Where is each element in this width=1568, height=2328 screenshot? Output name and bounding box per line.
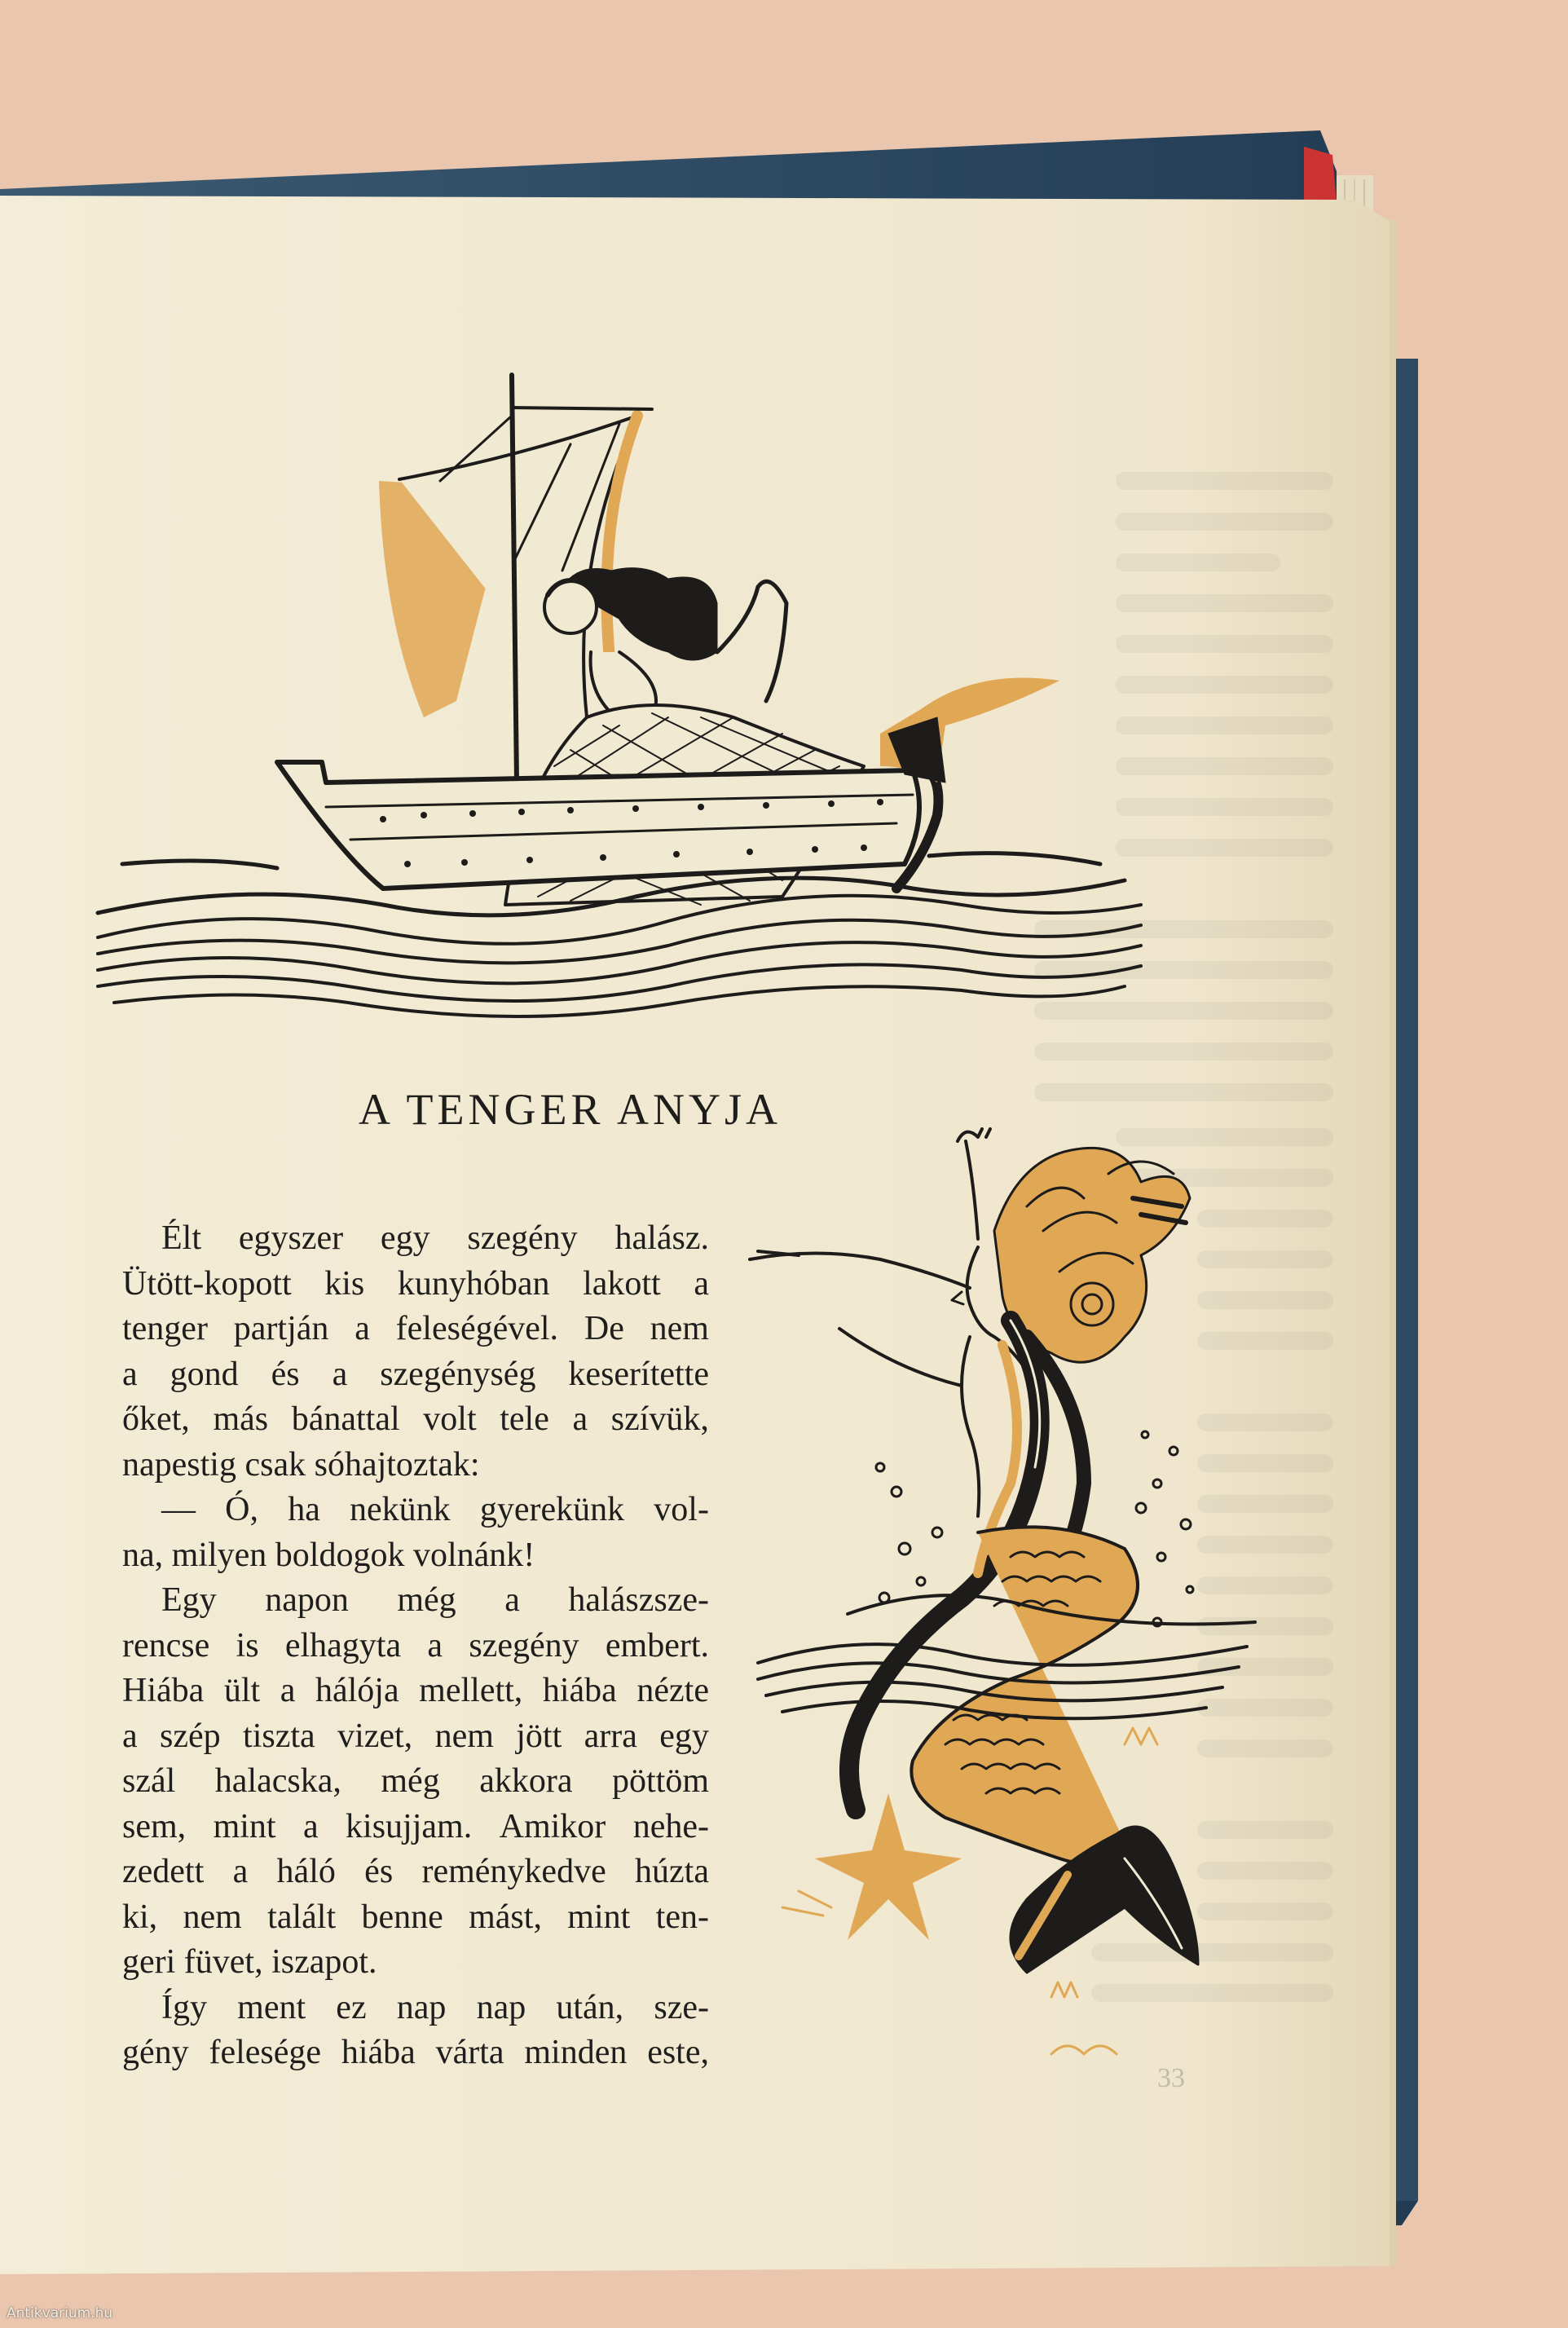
body-line: ki, nem talált benne mást, mint ten- <box>122 1898 709 1936</box>
body-line: Egy napon még a halászsze- <box>161 1581 709 1619</box>
body-line: zedett a háló és reménykedve húzta <box>122 1853 709 1890</box>
body-line: — Ó, ha nekünk gyerekünk vol- <box>161 1491 709 1528</box>
body-line: sem, mint a kisujjam. Amikor nehe- <box>122 1807 709 1845</box>
body-line: a szép tiszta vizet, nem jött arra egy <box>122 1717 709 1755</box>
body-line: őket, más bánattal volt tele a szívük, <box>122 1400 709 1438</box>
body-line: na, milyen boldogok volnánk! <box>122 1536 535 1574</box>
body-line: Így ment ez nap nap után, sze- <box>161 1988 709 2026</box>
body-line: a gond és a szegénység keserítette <box>122 1355 709 1393</box>
body-line: szál halacska, még akkora pöttöm <box>122 1762 709 1800</box>
body-line: gény felesége hiába várta minden este, <box>122 2034 709 2071</box>
watermark: Antikvarium.hu <box>7 2305 113 2321</box>
body-line: tenger partján a feleségével. De nem <box>122 1310 709 1347</box>
body-line: Élt egyszer egy szegény halász. <box>161 1219 709 1257</box>
story-title: A TENGER ANYJA <box>359 1085 782 1134</box>
body-line: Ütött-kopott kis kunyhóban lakott a <box>122 1264 709 1303</box>
body-line: rencse is elhagyta a szegény embert. <box>122 1626 709 1664</box>
body-line: geri füvet, iszapot. <box>122 1943 377 1981</box>
body-line: napestig csak sóhajtoztak: <box>122 1445 480 1484</box>
page-number-ghost: 33 <box>1157 2063 1185 2093</box>
body-line: Hiába ült a hálója mellett, hiába nézte <box>122 1672 709 1709</box>
